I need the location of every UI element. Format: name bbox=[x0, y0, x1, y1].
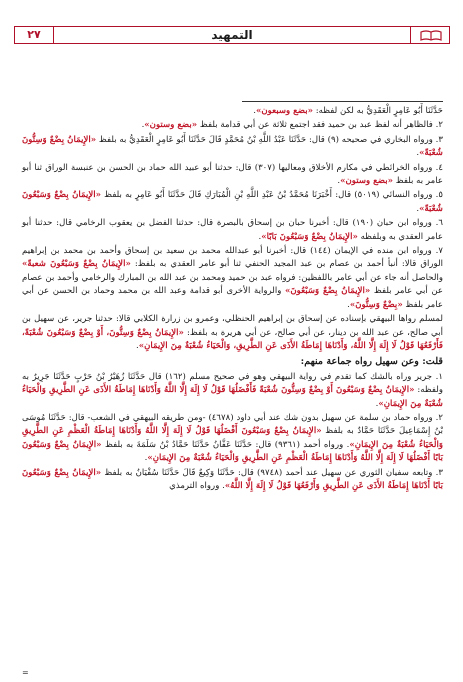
footnote: ٤. ورواه الخرائطي في مكارم الأخلاق ومعاليها (٣٠٧) قال: حدثنا أبو عبيد الله حماد بن الحسن بن عنبسة الوراق ثنا أبو عامر به بلفظ «بضع وستون». bbox=[22, 162, 444, 187]
footnote: ٧. ورواه ابن منده في الإيمان (١٤٤) قال: أخبرنا أبو عبدالله محمد بن سعيد بن إسحاق وأحمد بن محمد بن إبراهيم الوراق قالا: أنبأ أحمد بن عصام بن عبد المجيد الحنفي ثنا أبو عامر العقدي به بلفظ: «الإِيمَانُ بِضْعٌ وَسَبْعُونَ شعبةً» والحاصل أنه جاء عن أبي عامر باللفظين: فرواه عبد بن حميد ومحمد بن عبد الله بن المبارك والرخامي وأحمد بن عصام عن أبي عامر بلفظ «الإِيمَانُ بِضْعٌ وَسَبْعُونَ» والرواية الأخرى أبو قدامة وعبد الله بن محمد وحماد بن الحسن عن أبي عامر بلفظ «بِضْعٌ وَسِتُّونَ». bbox=[22, 246, 443, 310]
narration-item: ١. جرير وراه بالشك كما تقدم في رواية البيهقي وهو في صحيح مسلم (١٦٢) قال حَدَّثَنَا زُهَيْرُ بْنُ حَرْبٍ حَدَّثَنَا جَرِيرٌ به ولفظه: «الإِيمَانُ بِضْعٌ وَسَبْعُونَ أَوْ بِضْعٌ وَسِتُّونَ شُعْبَةً فَأَفْضَلُهَا قَوْلُ لَا إِلَهَ إِلَّا اللَّهُ وَأَدْنَاهَا إِمَاطَةُ الأَذَى عَنِ الطَّرِيقِ وَالْحَيَاءُ شُعْبَةٌ مِنَ الإِيمَانِ». bbox=[22, 371, 444, 409]
footnote: ٥. ورواه النسائي (٥٠١٩) قال: أَخْبَرَنَا مُحَمَّدُ بْنُ عَبْدِ اللَّهِ بْنِ الْمُبَارَكِ قَالَ حَدَّثَنَا أَبُو عَامِرٍ به بلفظ «الإِيمَانُ بِضْعٌ وَسَبْعُونَ شُعْبَةً». bbox=[22, 190, 443, 214]
narration-item: ٢. ورواه حماد بن سلمة عن سهيل بدون شك عند أبي داود (٤٦٧٨) -ومن طريقه البيهقي في الشعب- قال: حَدَّثَنَا مُوسَى بْنُ إِسْمَاعِيلَ حَدَّثَنَا حَمَّادٌ به بلفظ «الإِيمَانُ بِضْعٌ وَسَبْعُونَ أَفْضَلُهَا قَوْلُ لَا إِلَهَ إِلَّا اللَّهُ وَأَدْنَاهَا إِمَاطَةُ الْعَظْمِ عَنِ الطَّرِيقِ وَالْحَيَاءُ شُعْبَةٌ مِنَ الإِيمَانِ». ورواه أحمد (٩٣٦١) قال: حَدَّثَنَا عَفَّانُ حَدَّثَنَا حَمَّادُ بْنُ سَلَمَةَ به بلفظ «الإِيمَانُ بِضْعٌ وَسَبْعُونَ بَابًا أَفْضَلُهَا لَا إِلَهَ إِلَّا اللَّهُ وَأَدْنَاهَا إِمَاطَةُ الْعَظْمِ عَنِ الطَّرِيقِ وَالْحَيَاءُ شُعْبَةٌ مِنَ الإِيمَانِ». bbox=[22, 412, 443, 464]
footnote: ٢. فالظاهر أنه لفظ عبد بن حميد فقد اجتمع ثلاثة عن أبي قدامة بلفظ «بضع وستون». bbox=[141, 120, 443, 131]
chapter-title: التمهيد bbox=[211, 28, 253, 42]
footnote: ٣. ورواه البخاري في صحيحه (٩) قال: حَدَّثَنَا عَبْدُ اللَّهِ بْنُ مُحَمَّدٍ قَالَ حَدَّثَنَا أَبُو عَامِرٍ الْعَقَدِيُّ به بلفظ «الإِيمَانُ بِضْعٌ وَسِتُّونَ شُعْبَةً». bbox=[22, 134, 444, 159]
open-book-icon bbox=[410, 26, 450, 44]
page-number: ٢٧ bbox=[14, 26, 54, 44]
footnote: لمسلم رواها البيهقي بإسناده عن إسحاق بن إبراهيم الحنظلي، وعمرو بن زرارة الكلابي قالا: حدثنا جرير، عن سهيل بن أبي صالح، عن عبد الله بن دينار، عن أبي صالح، عن أبي هريرة به بلفظ: «الإِيمَانُ بِضْعٌ وَسِتُّونَ، أَوْ بِضْعٌ وَسَبْعُونَ شُعْبَةً، فَأَرْفَعُهَا قَوْلُ لَا إِلَهَ إِلَّا اللَّهُ، وَأَدْنَاهَا إِمَاطَةُ الأَذَى عَنِ الطَّرِيقِ، وَالْحَيَاءُ شُعْبَةٌ مِنَ الإِيمَانِ». bbox=[22, 314, 443, 351]
page-header bbox=[14, 26, 450, 44]
footnote-divider bbox=[242, 101, 443, 102]
footnote: ٦. ورواه ابن حبان (١٩٠) قال: أخبرنا حبان بن إسحاق بالبصرة قال: حدثنا الفضل بن يعقوب الرخامي قال: حدثنا أبو عامر العقدي به وبلفظه «الإِيمَانُ بِضْعٌ وَسَبْعُونَ بَابًا». bbox=[22, 218, 443, 242]
section-heading: قلت: وعن سهيل رواه جماعة منهم: bbox=[300, 356, 443, 368]
continuation-mark: = bbox=[22, 668, 29, 677]
narration-item: ٣. وتابعه سفيان الثوري عن سهيل عند أحمد (٩٧٤٨) قال: حَدَّثَنَا وَكِيعٌ قَالَ حَدَّثَنَا سُفْيَانُ به بلفظ «الإِيمَانُ بِضْعٌ وَسَبْعُونَ بَابًا أَدْنَاهَا إِمَاطَةُ الأَذَى عَنِ الطَّرِيقِ وَأَرْفَعُهَا قَوْلُ لَا إِلَهَ إِلَّا اللَّهُ». ورواه الترمذي bbox=[22, 467, 443, 491]
main-text bbox=[22, 105, 443, 494]
footnote: حَدَّثَنَا أَبُو عَامِرٍ الْعَقَدِيُّ به لكن لفظه: «بضع وسبعون». bbox=[253, 106, 443, 116]
